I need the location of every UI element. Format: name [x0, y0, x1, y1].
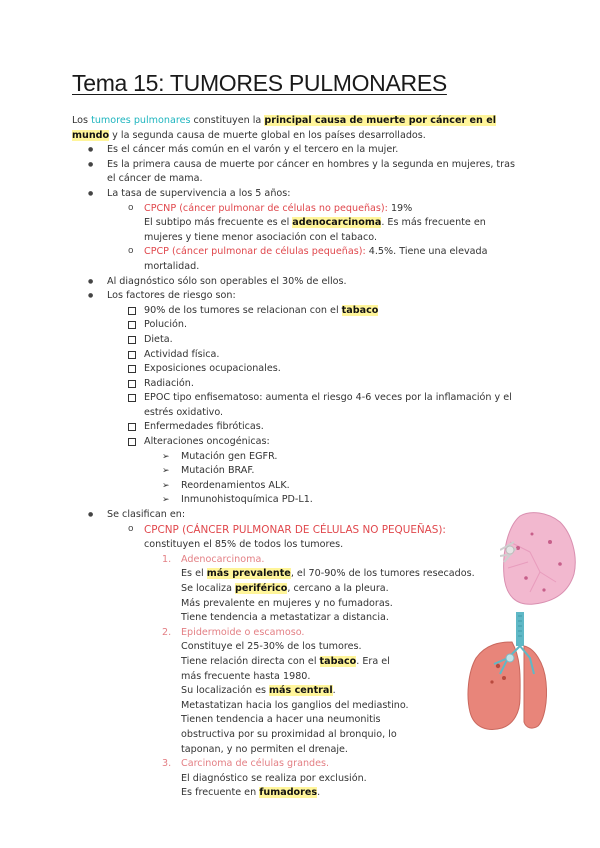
tumor-text: Es frecuente en: [181, 787, 260, 799]
tumor-bold: fumadores: [259, 787, 318, 799]
tumor-bold: más prevalente: [206, 568, 291, 580]
list-item: ● Los factores de riesgo son:: [72, 289, 524, 304]
page-title: Tema 15: TUMORES PULMONARES: [72, 70, 447, 96]
classification-header: [72, 523, 524, 553]
risk-item: [72, 318, 524, 333]
list-item: ● Es la primera causa de muerte por cáncer en hombres y la segunda en mujeres, tras el cáncer de mama.: [72, 158, 524, 187]
tumor-text: .: [332, 685, 336, 697]
tumor-number: 3.: [162, 758, 172, 770]
list-item: ● Es el cáncer más común en el varón y el tercero en la mujer.: [72, 143, 524, 158]
risk-text: Enfermedades fibróticas.: [144, 421, 264, 433]
oncogenic-item: ➢ Reordenamientos ALK.: [72, 479, 524, 494]
risk-text: Dieta.: [144, 333, 173, 345]
tumor-bold: periférico: [235, 583, 288, 594]
checkbox-icon: [128, 336, 136, 344]
survival-cpcnp: [72, 202, 524, 246]
tumor-type-epidermoide: [72, 626, 411, 757]
risk-item: [72, 377, 524, 392]
classification-desc: constituyen el 85% de todos los tumores.: [144, 539, 344, 551]
tumor-text: . Era el más frecuente hasta 1980.: [181, 655, 390, 682]
risk-text: Polución.: [144, 319, 187, 331]
tumor-type-celulas-grandes: [72, 757, 524, 801]
intro-text: constituyen la: [190, 115, 265, 126]
document-body: [72, 114, 524, 801]
survival-cpcp: [72, 245, 524, 274]
cpcnp-desc: El subtipo más frecuente es el: [144, 217, 293, 229]
tumor-name: Adenocarcinoma.: [181, 553, 265, 565]
tumor-name: Epidermoide o escamoso.: [181, 626, 305, 638]
checkbox-icon: [128, 365, 136, 373]
main-list: [72, 143, 524, 801]
checkbox-icon: [128, 321, 136, 329]
tumor-text: , el 70-90% de los tumores resecados.: [290, 568, 475, 580]
tumor-text: Constituye el 25-30% de los tumores.: [181, 641, 362, 653]
tumor-text: Tienen tendencia a hacer una neumonitis obstructiva por su proximidad al bronquio, lo taponan, y no permiten el drenaje.: [181, 714, 397, 755]
risk-text: EPOC tipo enfisematoso: aumenta el riesgo 4-6 veces por la inflamación y el estrés oxidativo.: [144, 392, 512, 418]
cpcnp-bold: adenocarcinoma: [292, 217, 382, 229]
oncogenic-item: ➢ Inmunohistoquímica PD-L1.: [72, 493, 524, 508]
checkbox-icon: [128, 423, 136, 431]
tumor-text: Se localiza: [181, 583, 236, 594]
checkbox-icon: [128, 380, 136, 388]
tumor-text: Es el: [181, 568, 207, 580]
cpcnp-rate: 19%: [387, 202, 413, 214]
risk-text: Exposiciones ocupacionales.: [144, 363, 281, 375]
risk-item: [72, 333, 524, 348]
tumor-text: El diagnóstico se realiza por exclusión.: [181, 772, 367, 784]
risk-text: Actividad física.: [144, 348, 220, 360]
checkbox-icon: [128, 307, 136, 315]
risk-item: [72, 391, 524, 420]
lung-peripheral-tumor-illustration: [500, 512, 578, 608]
tumor-name: Carcinoma de células grandes.: [181, 758, 330, 770]
intro-bold: principal causa de muerte por cáncer en el mundo: [72, 115, 496, 141]
tumor-text: Tiene tendencia a metastatizar a distancia.: [181, 612, 389, 624]
trachea: [516, 612, 524, 646]
cpcnp-classification-title: CPCNP (CÁNCER PULMONAR DE CÉLULAS NO PEQUEÑAS):: [144, 523, 446, 536]
tumor-number: 1.: [162, 553, 172, 565]
intro-term: tumores pulmonares: [91, 115, 191, 126]
intro-text: Los: [72, 115, 92, 126]
oncogenic-item: ➢ Mutación BRAF.: [72, 464, 524, 479]
tumor-bold: tabaco: [319, 655, 357, 667]
intro-text: y la segunda causa de muerte global en los países desarrollados.: [109, 129, 426, 141]
cpcp-label: CPCP (cáncer pulmonar de células pequeñas):: [144, 246, 366, 258]
risk-item: [72, 362, 524, 377]
checkbox-icon: [128, 351, 136, 359]
risk-text: 90% de los tumores se relacionan con el: [144, 304, 342, 316]
tumor-number: 2.: [162, 626, 172, 638]
risk-bold: tabaco: [341, 304, 379, 316]
cpcnp-label: CPCNP (cáncer pulmonar de células no pequeñas):: [144, 202, 388, 214]
tumor-text: Su localización es: [181, 685, 270, 697]
risk-text: Alteraciones oncogénicas:: [144, 436, 270, 448]
tumor-text: .: [317, 787, 321, 799]
oncogenic-item: ➢ Mutación gen EGFR.: [72, 450, 524, 465]
lung-central-tumor-illustration: [464, 612, 548, 734]
tumor-type-adenocarcinoma: [72, 553, 524, 626]
risk-item: [72, 420, 524, 435]
cpcp-rate: 4.5%. Tiene una elevada mortalidad.: [144, 246, 488, 272]
list-item: ● Se clasifican en:: [72, 508, 524, 523]
risk-item: [72, 304, 524, 319]
checkbox-icon: [128, 394, 136, 402]
risk-item: [72, 435, 524, 450]
risk-text: Radiación.: [144, 377, 194, 389]
tumor-text: Más prevalente en mujeres y no fumadoras.: [181, 597, 393, 609]
risk-item: [72, 348, 524, 363]
tumor-text: Tiene relación directa con el: [181, 655, 320, 667]
intro-paragraph: [72, 114, 524, 143]
list-item: ● Al diagnóstico sólo son operables el 30% de ellos.: [72, 275, 524, 290]
tumor-text: Metastatizan hacia los ganglios del mediastino.: [181, 699, 409, 711]
tumor-text: , cercano a la pleura.: [287, 583, 389, 594]
tumor-bold: más central: [269, 685, 333, 697]
cpcnp-desc: . Es más frecuente en mujeres y tiene menor asociación con el tabaco.: [144, 217, 486, 243]
list-item: ● La tasa de supervivencia a los 5 años:: [72, 187, 524, 202]
checkbox-icon: [128, 438, 136, 446]
